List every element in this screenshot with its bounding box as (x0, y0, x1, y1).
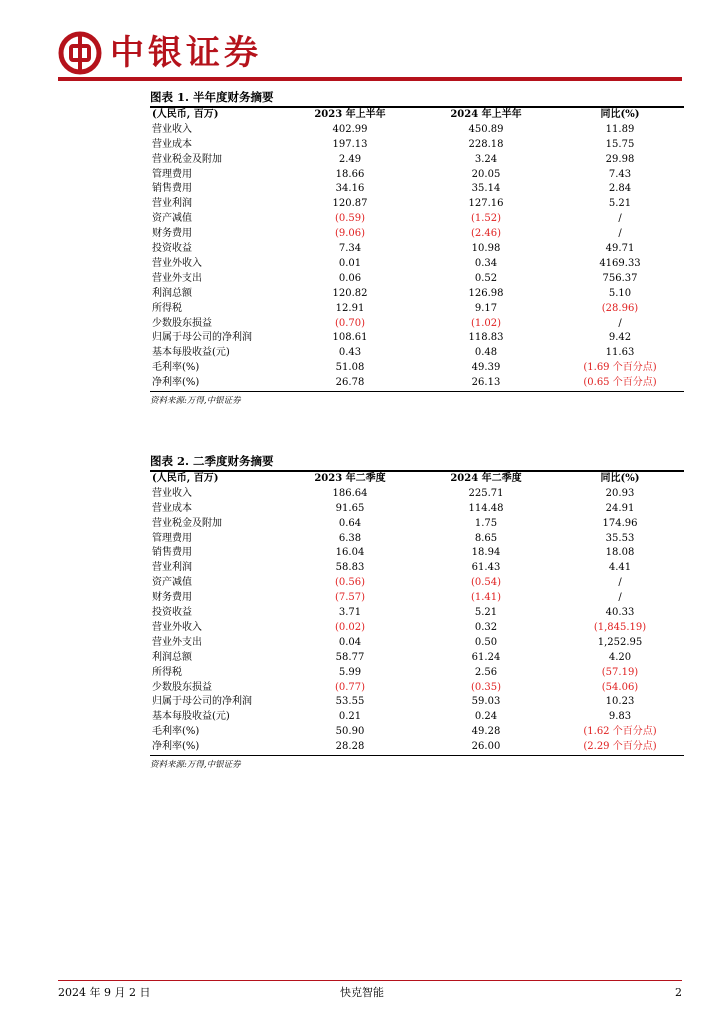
cell-value: 1.75 (474, 517, 498, 529)
cell-value: 59.03 (471, 696, 501, 708)
cell-value: 18.94 (471, 547, 501, 559)
cell-value: (0.56) (334, 577, 366, 589)
table-row (150, 501, 686, 516)
cell-value: 20.93 (605, 487, 635, 499)
cell-value: (0.65 个百分点) (583, 377, 657, 389)
cell-value: 24.91 (605, 502, 635, 514)
cell-value: 34.16 (335, 183, 365, 195)
cell-value: 6.38 (338, 532, 362, 544)
column-header: 2024 年上半年 (450, 109, 522, 121)
cell-value: 9.83 (608, 711, 632, 723)
table-row (150, 650, 686, 665)
column-header: 2023 年二季度 (314, 473, 386, 485)
cell-value: (57.19) (601, 666, 639, 678)
table-row (150, 271, 686, 286)
row-label: 基本每股收益(元) (152, 711, 230, 723)
row-label: 营业成本 (152, 502, 192, 514)
half-year-summary-figure (150, 88, 684, 407)
cell-value: / (618, 228, 622, 240)
cell-value: / (618, 317, 622, 329)
table-row (150, 486, 686, 501)
cell-value: (1,845.19) (593, 621, 647, 633)
cell-value: (1.62 个百分点) (583, 726, 657, 738)
row-label: 营业外收入 (152, 621, 202, 633)
table-row (150, 137, 686, 152)
table-row (150, 725, 686, 740)
row-label: 营业外支出 (152, 272, 202, 284)
cell-value: 18.08 (605, 547, 635, 559)
cell-value: 61.24 (471, 651, 501, 663)
row-label: 基本每股收益(元) (152, 347, 230, 359)
cell-value: 18.66 (335, 168, 365, 180)
cell-value: 26.78 (335, 377, 365, 389)
row-label: 财务费用 (152, 592, 192, 604)
row-label: 销售费用 (152, 547, 192, 559)
row-label: 管理费用 (152, 168, 192, 180)
cell-value: (0.02) (334, 621, 366, 633)
cell-value: 114.48 (468, 502, 504, 514)
cell-value: (28.96) (601, 302, 639, 314)
row-label: 管理费用 (152, 532, 192, 544)
cell-value: 53.55 (335, 696, 365, 708)
table-header-row (150, 472, 686, 487)
table-row (150, 257, 686, 272)
cell-value: 1,252.95 (597, 636, 643, 648)
row-label: 营业利润 (152, 198, 192, 210)
source-note: 资料来源:万得,中银证券 (150, 759, 241, 770)
cell-value: 91.65 (335, 502, 365, 514)
column-header: 同比(%) (600, 473, 640, 485)
cell-value: (1.41) (470, 592, 502, 604)
cell-value: 49.39 (471, 362, 501, 374)
row-label: 营业收入 (152, 123, 192, 135)
page-header (58, 30, 262, 76)
header-divider (58, 77, 682, 81)
row-label: 资产减值 (152, 577, 192, 589)
table-row (150, 361, 686, 376)
company-name: 快克智能 (340, 986, 384, 999)
cell-value: 12.91 (335, 302, 365, 314)
cell-value: 9.42 (608, 332, 632, 344)
row-label: 投资收益 (152, 607, 192, 619)
bank-of-china-logo-icon (58, 31, 102, 75)
cell-value: 51.08 (335, 362, 365, 374)
cell-value: 0.64 (338, 517, 362, 529)
cell-value: 2.84 (608, 183, 632, 195)
cell-value: 49.71 (605, 243, 635, 255)
cell-value: 61.43 (471, 562, 501, 574)
cell-value: 4.41 (608, 562, 632, 574)
cell-value: 29.98 (605, 153, 635, 165)
cell-value: 0.52 (474, 272, 498, 284)
cell-value: 16.04 (335, 547, 365, 559)
row-label: 营业外收入 (152, 257, 202, 269)
cell-value: 5.21 (474, 607, 498, 619)
row-label: 净利率(%) (152, 741, 200, 753)
table-row (150, 182, 686, 197)
row-label: 营业税金及附加 (152, 517, 222, 529)
row-label: 利润总额 (152, 287, 192, 299)
cell-value: 120.82 (332, 287, 368, 299)
cell-value: (0.54) (470, 577, 502, 589)
table-row (150, 346, 686, 361)
row-label: 毛利率(%) (152, 362, 200, 374)
table-row (150, 531, 686, 546)
cell-value: 35.53 (605, 532, 635, 544)
page-number: 2 (675, 986, 682, 999)
cell-value: 120.87 (332, 198, 368, 210)
cell-value: 50.90 (335, 726, 365, 738)
cell-value: 40.33 (605, 607, 635, 619)
table-row (150, 680, 686, 695)
table-row (150, 227, 686, 242)
cell-value: 0.06 (338, 272, 362, 284)
cell-value: 11.89 (605, 123, 635, 135)
cell-value: (9.06) (334, 228, 366, 240)
row-label: 销售费用 (152, 183, 192, 195)
column-header: (人民币, 百万) (152, 109, 219, 121)
cell-value: / (618, 577, 622, 589)
row-label: 归属于母公司的净利润 (152, 332, 252, 344)
cell-value: 450.89 (468, 123, 504, 135)
cell-value: 3.71 (338, 607, 362, 619)
cell-value: (7.57) (334, 592, 366, 604)
cell-value: 0.43 (338, 347, 362, 359)
table-body (150, 122, 686, 390)
cell-value: (2.29 个百分点) (583, 741, 657, 753)
cell-value: 2.56 (474, 666, 498, 678)
table-row (150, 710, 686, 725)
cell-value: 26.00 (471, 741, 501, 753)
table-row (150, 286, 686, 301)
cell-value: 5.99 (338, 666, 362, 678)
cell-value: / (618, 213, 622, 225)
cell-value: (0.59) (334, 213, 366, 225)
table-row (150, 591, 686, 606)
cell-value: 10.98 (471, 243, 501, 255)
row-label: 利润总额 (152, 651, 192, 663)
cell-value: 2.49 (338, 153, 362, 165)
cell-value: / (618, 592, 622, 604)
cell-value: 28.28 (335, 741, 365, 753)
row-label: 营业利润 (152, 562, 192, 574)
cell-value: 3.24 (474, 153, 498, 165)
row-label: 所得税 (152, 666, 182, 678)
table-row (150, 212, 686, 227)
figure-title: 图表 1. 半年度财务摘要 (150, 90, 274, 104)
table-row (150, 301, 686, 316)
cell-value: (1.52) (470, 213, 502, 225)
cell-value: 35.14 (471, 183, 501, 195)
cell-value: 0.32 (474, 621, 498, 633)
cell-value: (0.70) (334, 317, 366, 329)
cell-value: 4.20 (608, 651, 632, 663)
bottom-rule (150, 391, 684, 392)
cell-value: (2.46) (470, 228, 502, 240)
cell-value: 402.99 (332, 123, 368, 135)
row-label: 营业税金及附加 (152, 153, 222, 165)
table-header-row (150, 108, 686, 123)
row-label: 归属于母公司的净利润 (152, 696, 252, 708)
table-row (150, 635, 686, 650)
table-body (150, 486, 686, 754)
row-label: 少数股东损益 (152, 681, 212, 693)
table-row (150, 546, 686, 561)
cell-value: 228.18 (468, 138, 504, 150)
row-label: 营业收入 (152, 487, 192, 499)
table-row (150, 621, 686, 636)
half-year-summary-table (150, 108, 686, 391)
cell-value: 0.21 (338, 711, 362, 723)
source-note: 资料来源:万得,中银证券 (150, 395, 241, 406)
cell-value: (0.77) (334, 681, 366, 693)
bottom-rule (150, 755, 684, 756)
table-row (150, 740, 686, 755)
row-label: 少数股东损益 (152, 317, 212, 329)
table-row (150, 665, 686, 680)
table-row (150, 331, 686, 346)
row-label: 投资收益 (152, 243, 192, 255)
cell-value: 5.21 (608, 198, 632, 210)
table-row (150, 376, 686, 391)
cell-value: 4169.33 (599, 257, 641, 269)
cell-value: 0.48 (474, 347, 498, 359)
q2-summary-figure (150, 452, 684, 771)
cell-value: 197.13 (332, 138, 368, 150)
cell-value: 174.96 (602, 517, 638, 529)
brand-name: 中银证券 (110, 33, 262, 73)
row-label: 毛利率(%) (152, 726, 200, 738)
cell-value: 9.17 (474, 302, 498, 314)
cell-value: 0.50 (474, 636, 498, 648)
cell-value: 0.04 (338, 636, 362, 648)
cell-value: 186.64 (332, 487, 368, 499)
cell-value: 5.10 (608, 287, 632, 299)
table-row (150, 695, 686, 710)
row-label: 营业成本 (152, 138, 192, 150)
q2-summary-table (150, 472, 686, 755)
column-header: (人民币, 百万) (152, 473, 219, 485)
cell-value: (1.02) (470, 317, 502, 329)
row-label: 所得税 (152, 302, 182, 314)
table-row (150, 316, 686, 331)
table-row (150, 561, 686, 576)
table-row (150, 516, 686, 531)
row-label: 营业外支出 (152, 636, 202, 648)
footer-divider (58, 980, 682, 981)
row-label: 财务费用 (152, 228, 192, 240)
cell-value: 126.98 (468, 287, 504, 299)
cell-value: 118.83 (468, 332, 504, 344)
cell-value: 49.28 (471, 726, 501, 738)
figure-title: 图表 2. 二季度财务摘要 (150, 454, 274, 468)
cell-value: 20.05 (471, 168, 501, 180)
cell-value: 127.16 (468, 198, 504, 210)
cell-value: 7.34 (338, 243, 362, 255)
cell-value: (1.69 个百分点) (583, 362, 657, 374)
cell-value: 756.37 (602, 272, 638, 284)
table-row (150, 606, 686, 621)
cell-value: 8.65 (474, 532, 498, 544)
row-label: 净利率(%) (152, 377, 200, 389)
table-row (150, 152, 686, 167)
column-header: 2024 年二季度 (450, 473, 522, 485)
cell-value: 11.63 (605, 347, 635, 359)
column-header: 同比(%) (600, 109, 640, 121)
cell-value: 225.71 (468, 487, 504, 499)
cell-value: 0.01 (338, 257, 362, 269)
column-header: 2023 年上半年 (314, 109, 386, 121)
table-row (150, 122, 686, 137)
table-row (150, 242, 686, 257)
table-row (150, 576, 686, 591)
cell-value: 15.75 (605, 138, 635, 150)
table-row (150, 197, 686, 212)
cell-value: 0.24 (474, 711, 498, 723)
cell-value: (0.35) (470, 681, 502, 693)
table-row (150, 167, 686, 182)
cell-value: 58.77 (335, 651, 365, 663)
cell-value: 10.23 (605, 696, 635, 708)
report-date: 2024 年 9 月 2 日 (58, 986, 151, 999)
cell-value: (54.06) (601, 681, 639, 693)
cell-value: 0.34 (474, 257, 498, 269)
cell-value: 7.43 (608, 168, 632, 180)
cell-value: 108.61 (332, 332, 368, 344)
cell-value: 26.13 (471, 377, 501, 389)
cell-value: 58.83 (335, 562, 365, 574)
row-label: 资产减值 (152, 213, 192, 225)
